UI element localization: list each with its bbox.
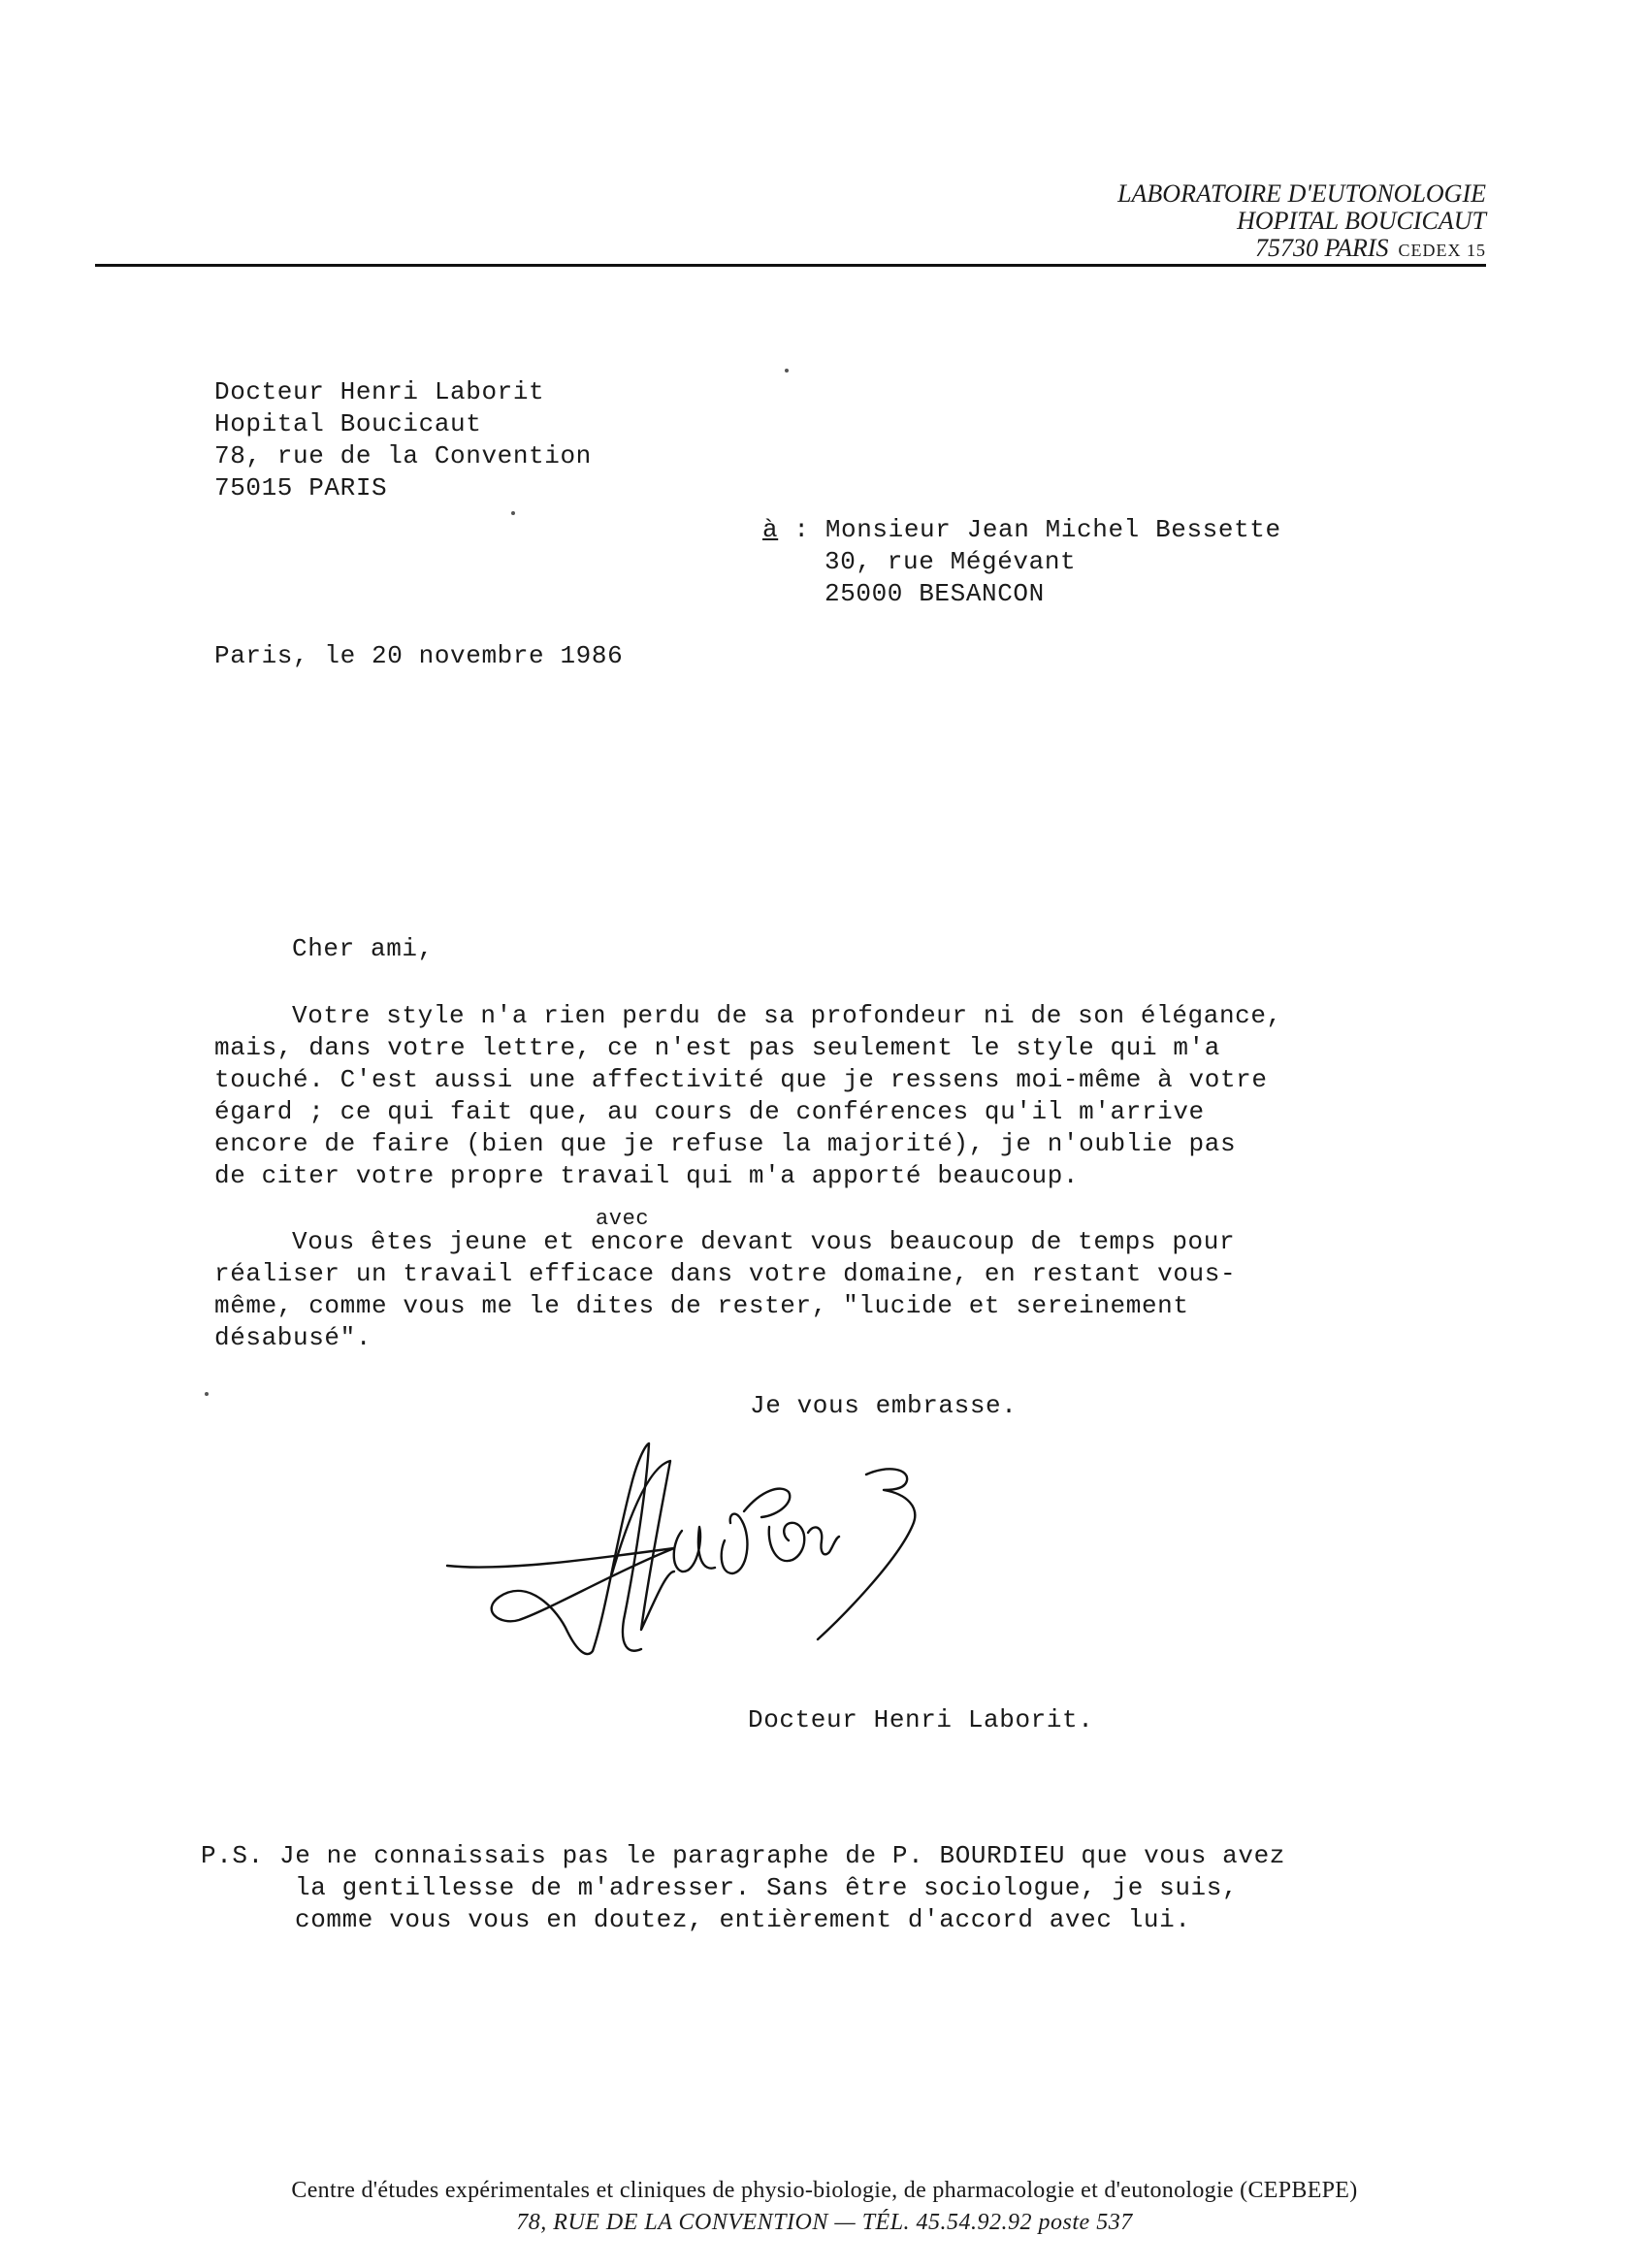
letterhead: [1117, 180, 1486, 264]
paragraph-2: [214, 1207, 1237, 1354]
paragraph-2-line: désabusé".: [214, 1323, 372, 1352]
letterhead-lab: LABORATOIRE D'EUTONOLOGIE: [1117, 179, 1486, 208]
paragraph-1-line: égard ; ce qui fait que, au cours de conférences qu'il m'arrive: [214, 1097, 1205, 1126]
letterhead-rule: [95, 264, 1486, 267]
paragraph-1-line: touché. C'est aussi une affectivité que je ressens moi-même à votre: [214, 1065, 1268, 1094]
recipient-prefix: à: [762, 515, 779, 544]
paper-speck: [511, 511, 515, 515]
paper-speck: [785, 369, 789, 373]
footer-center-name: Centre d'études expérimentales et cliniques de physio-biologie, de pharmacologie et d'eutonologie (CEPBEPE): [291, 2178, 1358, 2203]
recipient-city: 25000 BESANCON: [824, 579, 1045, 608]
recipient-name: Monsieur Jean Michel Bessette: [824, 515, 1281, 544]
signature-drawing: [441, 1426, 1169, 1678]
sender-city: 75015 PARIS: [214, 473, 388, 502]
paragraph-1-line: de citer votre propre travail qui m'a apporté beaucoup.: [214, 1161, 1080, 1190]
handwritten-signature: [441, 1426, 1169, 1678]
signed-name: Docteur Henri Laborit.: [748, 1705, 1094, 1734]
recipient-header: [762, 514, 1281, 546]
recipient-separator: :: [778, 515, 825, 544]
sender-street: 78, rue de la Convention: [214, 441, 592, 470]
letterhead-cedex: CEDEX 15: [1398, 241, 1486, 260]
paragraph-1-line: encore de faire (bien que je refuse la majorité), je n'oublie pas: [214, 1129, 1237, 1158]
closing: Je vous embrasse.: [750, 1391, 1018, 1420]
handwritten-insertion: avec: [596, 1207, 650, 1231]
paragraph-1-line: mais, dans votre lettre, ce n'est pas seulement le style qui m'a: [214, 1033, 1220, 1062]
paragraph-2-line: Vous êtes jeune et encore devant vous beaucoup de temps pour: [292, 1227, 1236, 1256]
letter-date: Paris, le 20 novembre 1986: [214, 641, 624, 670]
letterhead-city: [1117, 235, 1486, 264]
paragraph-2-line: réaliser un travail efficace dans votre domaine, en restant vous-: [214, 1259, 1237, 1288]
recipient-street: 30, rue Mégévant: [824, 547, 1077, 576]
sender-address: [214, 376, 592, 504]
paragraph-2-line: même, comme vous me le dites de rester, "lucide et sereinement: [214, 1291, 1189, 1320]
postscript-line: P.S. Je ne connaissais pas le paragraphe de P. BOURDIEU que vous avez: [201, 1841, 1285, 1870]
postscript: [201, 1840, 1285, 1936]
letterhead-city-text: 75730 PARIS: [1255, 234, 1389, 262]
salutation: Cher ami,: [292, 934, 434, 963]
footer-address: 78, RUE DE LA CONVENTION — TÉL. 45.54.92.92 poste 537: [516, 2210, 1133, 2235]
postscript-line: la gentillesse de m'adresser. Sans être sociologue, je suis,: [295, 1873, 1239, 1902]
paragraph-1: [214, 1000, 1282, 1192]
paper-speck: [205, 1392, 209, 1396]
recipient-address: [824, 546, 1076, 610]
sender-name: Docteur Henri Laborit: [214, 377, 545, 406]
paragraph-1-line: Votre style n'a rien perdu de sa profondeur ni de son élégance,: [292, 1001, 1282, 1030]
sender-institution: Hopital Boucicaut: [214, 409, 482, 438]
letterhead-hospital: HOPITAL BOUCICAUT: [1237, 207, 1486, 235]
postscript-line: comme vous vous en doutez, entièrement d'accord avec lui.: [295, 1905, 1191, 1934]
